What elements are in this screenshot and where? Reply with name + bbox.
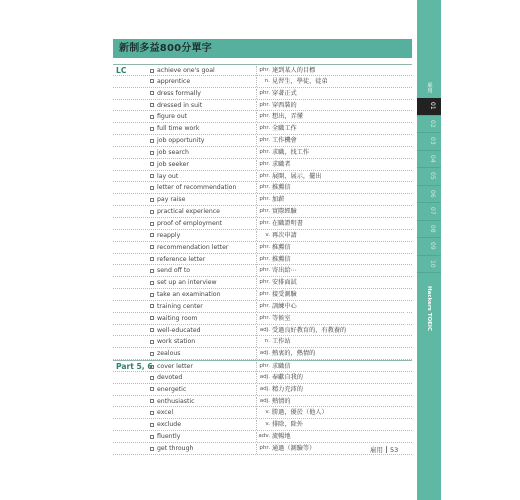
- page-footer: [370, 445, 398, 454]
- vocab-row: [113, 431, 412, 443]
- vocab-row: [113, 206, 412, 218]
- section-label: LC: [116, 66, 127, 75]
- vocab-meaning: 想出，弄懂: [272, 113, 303, 121]
- vocab-row: [113, 159, 412, 171]
- vocab-row: [113, 372, 412, 384]
- checkbox-icon[interactable]: [150, 257, 154, 261]
- vocab-meaning: 求職者: [272, 160, 291, 168]
- vocab-word: apprentice: [157, 77, 191, 85]
- chapter-tab-03[interactable]: 03: [417, 133, 441, 151]
- vocab-word: energetic: [157, 385, 187, 393]
- chapter-tab-09[interactable]: 09: [417, 238, 441, 256]
- part-of-speech: n.: [264, 338, 270, 345]
- part-of-speech: phr.: [259, 184, 270, 191]
- checkbox-icon[interactable]: [150, 269, 154, 273]
- part-of-speech: phr.: [259, 172, 270, 179]
- vocab-word: enthusiastic: [157, 397, 195, 405]
- chapter-tabs: [417, 98, 441, 273]
- vocab-row: [113, 396, 412, 408]
- vocab-meaning: 排除，除外: [272, 421, 303, 429]
- checkbox-icon[interactable]: [150, 423, 154, 427]
- checkbox-icon[interactable]: [150, 328, 154, 332]
- vocab-word: devoted: [157, 373, 183, 381]
- vocab-word: excel: [157, 409, 174, 417]
- vocab-row: [113, 348, 412, 360]
- part-of-speech: phr.: [259, 113, 270, 120]
- vocab-row: [113, 111, 412, 123]
- vocabulary-list: [113, 64, 412, 455]
- vocab-row: [113, 123, 412, 135]
- vocab-word: well-educated: [157, 326, 201, 334]
- chapter-tab-10[interactable]: 10: [417, 256, 441, 274]
- vocab-word: reapply: [157, 231, 181, 239]
- vocab-meaning: 在職證明書: [272, 219, 303, 227]
- vocab-word: achieve one's goal: [157, 67, 215, 74]
- vocab-row: [113, 443, 412, 455]
- vocab-word: get through: [157, 445, 194, 452]
- page-number: 53: [390, 446, 399, 454]
- vocab-meaning: 奉獻自我的: [272, 373, 303, 381]
- vocab-meaning: 訓練中心: [272, 302, 297, 310]
- chapter-tab-01[interactable]: 01: [417, 98, 441, 116]
- vocab-meaning: 精力充沛的: [272, 385, 303, 393]
- checkbox-icon[interactable]: [150, 281, 154, 285]
- vocab-row: [113, 265, 412, 277]
- vocab-meaning: 穿西裝的: [272, 101, 297, 109]
- vocab-meaning: 推薦信: [272, 255, 291, 263]
- checkbox-icon[interactable]: [150, 69, 154, 73]
- checkbox-icon[interactable]: [150, 245, 154, 249]
- part-of-speech: phr.: [259, 302, 270, 309]
- chapter-tab-04[interactable]: 04: [417, 151, 441, 169]
- checkbox-icon[interactable]: [150, 411, 154, 415]
- vocab-word: lay out: [157, 172, 179, 180]
- checkbox-icon[interactable]: [150, 387, 154, 391]
- part-of-speech: adj.: [259, 326, 270, 333]
- checkbox-icon[interactable]: [150, 91, 154, 95]
- section-label: Part 5, 6: [116, 362, 153, 372]
- checkbox-icon[interactable]: [150, 376, 154, 380]
- checkbox-icon[interactable]: [150, 233, 154, 237]
- checkbox-icon[interactable]: [150, 115, 154, 119]
- vocab-word: work station: [157, 338, 196, 346]
- part-of-speech: v.: [265, 421, 270, 428]
- checkbox-icon[interactable]: [150, 365, 154, 369]
- vocab-word: job search: [157, 148, 189, 156]
- vocab-row: [113, 171, 412, 183]
- vocab-word: cover letter: [157, 363, 193, 371]
- vocab-meaning: 受過良好教育的，有教養的: [272, 326, 347, 334]
- vocab-row: [113, 360, 412, 372]
- checkbox-icon[interactable]: [150, 399, 154, 403]
- part-of-speech: adj.: [259, 373, 270, 380]
- vocab-row: [113, 64, 412, 76]
- part-of-speech: phr.: [259, 243, 270, 250]
- vocab-word: dressed in suit: [157, 101, 203, 109]
- vocab-row: [113, 407, 412, 419]
- vocab-row: [113, 147, 412, 159]
- vocab-word: recommendation letter: [157, 243, 229, 251]
- vocab-word: exclude: [157, 421, 182, 429]
- part-of-speech: adj.: [259, 350, 270, 357]
- vocab-meaning: 再次申請: [272, 231, 297, 239]
- part-of-speech: phr.: [259, 67, 270, 73]
- part-of-speech: phr.: [259, 208, 270, 215]
- vocab-meaning: 求職，找工作: [272, 148, 310, 156]
- vocab-word: training center: [157, 302, 203, 310]
- vocab-meaning: 全職工作: [272, 125, 297, 133]
- vocab-word: proof of employment: [157, 219, 223, 227]
- vocab-word: practical experience: [157, 208, 220, 216]
- vocab-meaning: 安排面試: [272, 279, 297, 287]
- vocab-row: [113, 301, 412, 313]
- vocab-meaning: 加薪: [272, 196, 285, 204]
- checkbox-icon[interactable]: [150, 162, 154, 166]
- vocab-row: [113, 384, 412, 396]
- checkbox-icon[interactable]: [150, 222, 154, 226]
- footer-label: 雇用: [370, 446, 383, 454]
- vocab-row: [113, 182, 412, 194]
- part-of-speech: v.: [265, 409, 270, 416]
- checkbox-icon[interactable]: [150, 304, 154, 308]
- vocab-meaning: 展開，展示，擺出: [272, 172, 322, 180]
- vocab-row: [113, 242, 412, 254]
- chapter-tab-07[interactable]: 07: [417, 203, 441, 221]
- vocab-word: fluently: [157, 433, 181, 441]
- page-title: 新制多益800分單字: [113, 39, 412, 58]
- vocab-meaning: 熱衷的，熱情的: [272, 350, 316, 358]
- part-of-speech: phr.: [259, 314, 270, 321]
- series-title: Hackers TOEIC Vocabulary: [402, 285, 432, 331]
- part-of-speech: phr.: [259, 363, 270, 370]
- vocab-meaning: 工作站: [272, 338, 291, 346]
- vocab-row: [113, 254, 412, 266]
- part-of-speech: adv.: [258, 433, 270, 440]
- checkbox-icon[interactable]: [150, 79, 154, 83]
- vocab-word: letter of recommendation: [157, 184, 237, 192]
- vocab-meaning: 求職信: [272, 363, 291, 371]
- vocab-meaning: 勝過，優於（他人）: [272, 409, 328, 417]
- vocab-row: [113, 277, 412, 289]
- vocab-word: send off to: [157, 267, 191, 275]
- part-of-speech: adj.: [259, 397, 270, 404]
- chapter-tab-08[interactable]: 08: [417, 221, 441, 239]
- vocab-word: zealous: [157, 350, 181, 358]
- vocab-row: [113, 88, 412, 100]
- vocab-word: job opportunity: [157, 137, 205, 145]
- checkbox-icon[interactable]: [150, 151, 154, 155]
- vocab-row: [113, 289, 412, 301]
- vocab-meaning: 達到某人的目標: [272, 67, 316, 74]
- part-of-speech: phr.: [259, 137, 270, 144]
- checkbox-icon[interactable]: [150, 174, 154, 178]
- vocab-row: [113, 336, 412, 348]
- vocab-row: [113, 135, 412, 147]
- checkbox-icon[interactable]: [150, 352, 154, 356]
- chapter-tab-05[interactable]: 05: [417, 168, 441, 186]
- vocab-meaning: 推薦信: [272, 184, 291, 192]
- vocab-row: [113, 100, 412, 112]
- checkbox-icon[interactable]: [150, 210, 154, 214]
- vocab-word: pay raise: [157, 196, 186, 204]
- vocab-word: set up an interview: [157, 279, 217, 287]
- checkbox-icon[interactable]: [150, 340, 154, 344]
- part-of-speech: phr.: [259, 160, 270, 167]
- vocab-meaning: 等候室: [272, 314, 291, 322]
- part-of-speech: phr.: [259, 267, 270, 274]
- vocab-meaning: 穿著正式: [272, 89, 297, 97]
- checkbox-icon[interactable]: [150, 316, 154, 320]
- part-of-speech: phr.: [259, 148, 270, 155]
- vocab-word: dress formally: [157, 89, 201, 97]
- vocab-word: take an examination: [157, 291, 221, 299]
- part-of-speech: v.: [265, 231, 270, 238]
- vocab-row: [113, 194, 412, 206]
- chapter-tab-02[interactable]: 02: [417, 116, 441, 134]
- part-of-speech: phr.: [259, 101, 270, 108]
- chapter-tab-06[interactable]: 06: [417, 186, 441, 204]
- checkbox-icon[interactable]: [150, 127, 154, 131]
- vocab-meaning: 推薦信: [272, 243, 291, 251]
- part-of-speech: phr.: [259, 255, 270, 262]
- vocab-word: job seeker: [157, 160, 189, 168]
- checkbox-icon[interactable]: [150, 435, 154, 439]
- part-of-speech: n.: [264, 77, 270, 84]
- vocab-word: full time work: [157, 125, 200, 133]
- vocab-meaning: 寄出給⋯: [272, 267, 297, 275]
- checkbox-icon[interactable]: [150, 198, 154, 202]
- part-of-speech: adj.: [259, 385, 270, 392]
- part-of-speech: phr.: [259, 279, 270, 286]
- vocab-row: [113, 76, 412, 88]
- vocab-meaning: 接受測驗: [272, 291, 297, 299]
- sidebar-caption: 雇用: [426, 81, 432, 93]
- vocab-meaning: 熱情的: [272, 397, 291, 405]
- vocab-row: [113, 419, 412, 431]
- part-of-speech: phr.: [259, 291, 270, 298]
- checkbox-icon[interactable]: [150, 139, 154, 143]
- part-of-speech: phr.: [259, 89, 270, 96]
- vocab-meaning: 流暢地: [272, 433, 291, 441]
- part-of-speech: phr.: [259, 219, 270, 226]
- vocab-meaning: 實際經驗: [272, 208, 297, 216]
- checkbox-icon[interactable]: [150, 103, 154, 107]
- part-of-speech: phr.: [259, 196, 270, 203]
- checkbox-icon[interactable]: [150, 447, 154, 451]
- vocab-row: [113, 230, 412, 242]
- vocab-word: reference letter: [157, 255, 206, 263]
- vocab-meaning: 通過（測驗等）: [272, 445, 316, 452]
- vocab-word: waiting room: [157, 314, 198, 322]
- part-of-speech: phr.: [259, 445, 270, 451]
- part-of-speech: phr.: [259, 125, 270, 132]
- checkbox-icon[interactable]: [150, 293, 154, 297]
- vocab-row: [113, 218, 412, 230]
- footer-divider: [386, 446, 387, 453]
- vocab-row: [113, 325, 412, 337]
- vocab-meaning: 見習生，學徒，徒弟: [272, 77, 328, 85]
- vocab-word: figure out: [157, 113, 188, 121]
- checkbox-icon[interactable]: [150, 186, 154, 190]
- vocab-row: [113, 313, 412, 325]
- vocab-meaning: 工作機會: [272, 137, 297, 145]
